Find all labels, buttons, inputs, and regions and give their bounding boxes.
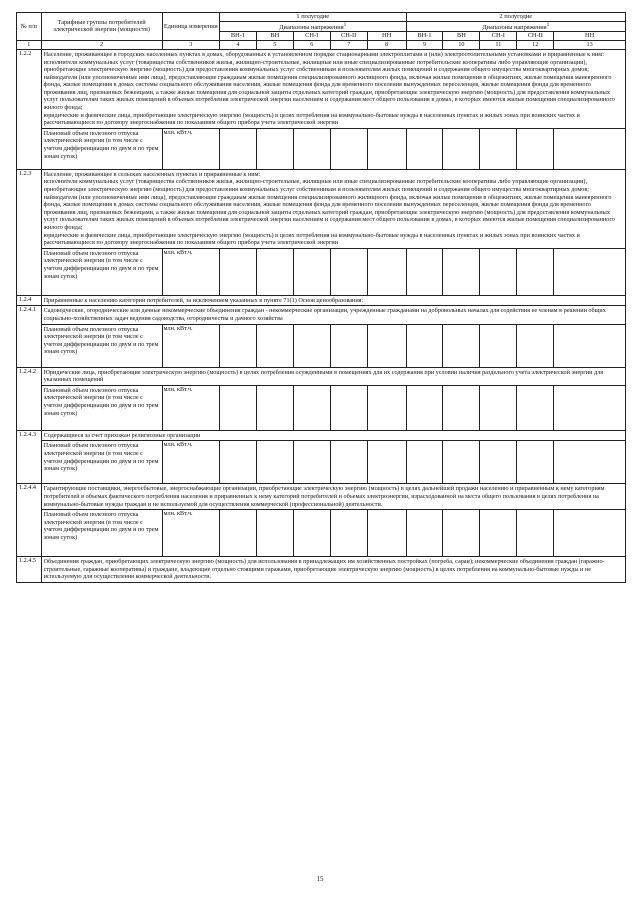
planned-volume-label: Плановый объем полезного отпуска электрической энергии (в том числе с учетом дифференциации по двум и по трем зонам суток) xyxy=(41,385,162,430)
planned-volume-row xyxy=(17,128,626,169)
value-cell[interactable] xyxy=(406,441,443,484)
col-number-header: № п/п xyxy=(17,13,42,41)
value-cell[interactable] xyxy=(293,324,330,367)
value-cell[interactable] xyxy=(480,385,517,430)
value-cell[interactable] xyxy=(219,441,256,484)
section-row xyxy=(17,367,626,385)
section-description xyxy=(41,430,625,441)
section-number: 1.2.4.2 xyxy=(17,367,42,430)
section-row xyxy=(17,306,626,324)
unit-cell: млн. кВт.ч. xyxy=(162,128,219,169)
column-number: 13 xyxy=(554,40,626,49)
column-number: 9 xyxy=(406,40,443,49)
value-cell[interactable] xyxy=(330,128,367,169)
value-cell[interactable] xyxy=(256,128,293,169)
value-cell[interactable] xyxy=(406,510,443,557)
level-header: СН-I xyxy=(293,32,330,41)
level-header: ВН-1 xyxy=(219,32,256,41)
page-number: 15 xyxy=(316,875,324,883)
value-cell[interactable] xyxy=(367,324,406,367)
value-cell[interactable] xyxy=(554,128,626,169)
section-row xyxy=(17,169,626,248)
value-cell[interactable] xyxy=(517,385,554,430)
column-numbers-row xyxy=(17,40,626,49)
unit-cell: млн. кВт.ч. xyxy=(162,385,219,430)
value-cell[interactable] xyxy=(480,324,517,367)
value-cell[interactable] xyxy=(443,385,480,430)
column-number: 4 xyxy=(219,40,256,49)
value-cell[interactable] xyxy=(443,510,480,557)
description-paragraph: исполнители коммунальных услуг (товарищества собственников жилья, жилищно-строительные, жилищные или иные специализированные потребительские кооперативы либо управляющие организации), приобретающие электрическую энергию (мощность) для предоставления коммунальных услуг собственникам и пользователям жилых помещений и содержания общего имущества многоквартирных домов; наймодатели (или уполномоченные ими лица), предоставляющие гражданам жилые помещения специализированного жилищного фонда, включая жилые помещения в общежитиях, жилые помещения маневренного фонда, жилые помещения в домах системы социального обслуживания населения, жилые помещения фонда для временного поселения вынужденных переселенцев, жилые помещения фонда для временного проживания лиц, признанных беженцами, а также жилые помещения для социальной защиты отдельных категорий граждан, приобретающие электрическую энергию (мощность) для предоставления коммунальных услуг пользователям таких жилых помещений в объемах потребления электрической энергии населением и содержания мест общего пользования в домах, в которых имеются жилые помещения специализированного жилого фонда; xyxy=(43,178,615,231)
value-cell[interactable] xyxy=(330,510,367,557)
value-cell[interactable] xyxy=(293,128,330,169)
section-number: 1.2.4.4 xyxy=(17,484,42,557)
value-cell[interactable] xyxy=(480,441,517,484)
section-description xyxy=(41,295,625,306)
section-description xyxy=(41,306,625,324)
value-cell[interactable] xyxy=(554,385,626,430)
section-description xyxy=(41,367,625,385)
planned-volume-row xyxy=(17,441,626,484)
value-cell[interactable] xyxy=(330,441,367,484)
value-cell[interactable] xyxy=(406,248,443,295)
value-cell[interactable] xyxy=(443,248,480,295)
section-number: 1.2.4.3 xyxy=(17,430,42,484)
section-row xyxy=(17,430,626,441)
value-cell[interactable] xyxy=(517,128,554,169)
description-paragraph: исполнители коммунальных услуг (товарищества собственников жилья, жилищно-строительные, жилищные или иные специализированные потребительские кооперативы либо управляющие организации), приобретающие электрическую энергию (мощность) для предоставления коммунальных услуг собственникам и пользователям жилых помещений и содержания общего имущества многоквартирных домов; наймодатели (или уполномоченные ими лица), предоставляющие гражданам жилые помещения специализированного жилищного фонда, включая жилые помещения в общежитиях, жилые помещения маневренного фонда, жилые помещения в домах системы социального обслуживания населения, жилые помещения фонда для временного поселения вынужденных переселенцев, жилые помещения фонда для временного проживания лиц, признанных беженцами, а также жилые помещения для социальной защиты отдельных категорий граждан, приобретающие электрическую энергию (мощность) для предоставления коммунальных услуг пользователям таких жилых помещений в объемах потребления электрической энергии населением и содержания мест общего пользования в домах, в которых имеются жилые помещения специализированного жилого фонда; xyxy=(43,58,615,112)
col-unit-header: Единица измерения xyxy=(162,13,219,41)
planned-volume-row xyxy=(17,248,626,295)
section-row xyxy=(17,295,626,306)
level-header: ВН xyxy=(443,32,480,41)
value-cell[interactable] xyxy=(293,441,330,484)
column-number: 2 xyxy=(41,40,162,49)
half-year-1-header: 1 полугодие xyxy=(219,13,406,22)
description-paragraph: Население, проживающее в сельских населенных пунктах и приравненные к ним: xyxy=(43,170,261,178)
column-number: 1 xyxy=(17,40,42,49)
column-number: 11 xyxy=(480,40,517,49)
value-cell[interactable] xyxy=(219,128,256,169)
level-header: НН xyxy=(367,32,406,41)
section-row xyxy=(17,49,626,128)
value-cell[interactable] xyxy=(330,248,367,295)
col-groups-header: Тарифные группы потребителей электрической энергии (мощности) xyxy=(41,13,162,41)
description-paragraph: юридические и физические лица, приобретающие электрическую энергию (мощность) в целях потребления на коммунально-бытовые нужды в населенных пунктах и жилых зонах при воинских частях и рассчитывающиеся по договору энергоснабжения по показаниям общего прибора учета электрической энергии xyxy=(43,111,580,127)
planned-volume-label: Плановый объем полезного отпуска электрической энергии (в том числе с учетом дифференциации по двум и по трем зонам суток) xyxy=(41,128,162,169)
section-description xyxy=(41,49,625,128)
column-number: 7 xyxy=(330,40,367,49)
unit-cell: млн. кВт.ч. xyxy=(162,324,219,367)
value-cell[interactable] xyxy=(443,441,480,484)
section-number: 1.2.3 xyxy=(17,169,42,295)
section-description xyxy=(41,169,625,248)
section-row xyxy=(17,484,626,510)
value-cell[interactable] xyxy=(480,510,517,557)
description-paragraph: Содержащиеся за счет прихожан религиозные организации xyxy=(43,431,201,439)
unit-cell: млн. кВт.ч. xyxy=(162,441,219,484)
description-paragraph: Гарантирующие поставщики, энергосбытовые, энергоснабжающие организации, приобретающие электрическую энергию (мощность) в целях дальнейшей продажи населению и приравненным к нему категориям потребителей в объемах фактического потребления населения и приравненных к нему категорий потребителей и объемах электроэнергии, израсходованной на места общего пользования в целях потребления на коммунально-бытовые нужды граждан и не используемой для осуществления коммерческой (профессиональной) деятельности. xyxy=(43,485,605,508)
value-cell[interactable] xyxy=(517,441,554,484)
value-cell[interactable] xyxy=(293,510,330,557)
unit-cell: млн. кВт.ч. xyxy=(162,510,219,557)
column-number: 10 xyxy=(443,40,480,49)
value-cell[interactable] xyxy=(256,324,293,367)
value-cell[interactable] xyxy=(406,385,443,430)
value-cell[interactable] xyxy=(219,510,256,557)
level-header: СН-II xyxy=(330,32,367,41)
value-cell[interactable] xyxy=(367,128,406,169)
column-number: 6 xyxy=(293,40,330,49)
value-cell[interactable] xyxy=(517,510,554,557)
value-cell[interactable] xyxy=(480,128,517,169)
description-paragraph: Объединения граждан, приобретающих электрическую энергию (мощность) для использования в принадлежащих им хозяйственных постройках (погреба, сараи); некоммерческие объединения граждан (гаражно-строительные, гаражные кооперативы) и граждане, владеющие отдельно стоящими гаражами, приобретающие электрическую энергию (мощность) в целях потребления на коммунально-бытовые нужды и не используемую для осуществления коммерческой деятельности. xyxy=(43,558,605,581)
value-cell[interactable] xyxy=(367,248,406,295)
value-cell[interactable] xyxy=(330,385,367,430)
value-cell[interactable] xyxy=(443,324,480,367)
level-header: ВН xyxy=(256,32,293,41)
value-cell[interactable] xyxy=(554,248,626,295)
value-cell[interactable] xyxy=(256,510,293,557)
value-cell[interactable] xyxy=(293,248,330,295)
column-number: 3 xyxy=(162,40,219,49)
value-cell[interactable] xyxy=(554,324,626,367)
value-cell[interactable] xyxy=(443,128,480,169)
value-cell[interactable] xyxy=(554,510,626,557)
level-header: СН-I xyxy=(480,32,517,41)
ranges-header-2: Диапазоны напряжения$^1$ xyxy=(406,21,625,32)
value-cell[interactable] xyxy=(219,385,256,430)
value-cell[interactable] xyxy=(367,385,406,430)
section-number: 1.2.4.1 xyxy=(17,306,42,367)
value-cell[interactable] xyxy=(480,248,517,295)
value-cell[interactable] xyxy=(367,510,406,557)
value-cell[interactable] xyxy=(517,324,554,367)
level-header: НН xyxy=(554,32,626,41)
value-cell[interactable] xyxy=(554,441,626,484)
planned-volume-row xyxy=(17,510,626,557)
value-cell[interactable] xyxy=(293,385,330,430)
value-cell[interactable] xyxy=(517,248,554,295)
section-number: 1.2.4 xyxy=(17,295,42,306)
half-year-2-header: 2 полугодие xyxy=(406,13,625,22)
value-cell[interactable] xyxy=(406,324,443,367)
value-cell[interactable] xyxy=(330,324,367,367)
planned-volume-label: Плановый объем полезного отпуска электрической энергии (в том числе с учетом дифференциации по двум и по трем зонам суток) xyxy=(41,510,162,557)
description-paragraph: Приравненные к населению категории потребителей, за исключением указанных в пункте 71(1) Основ ценообразования: xyxy=(43,296,364,304)
value-cell[interactable] xyxy=(406,128,443,169)
value-cell[interactable] xyxy=(219,248,256,295)
column-number: 8 xyxy=(367,40,406,49)
description-paragraph: Население, проживающее в городских населенных пунктах в домах, оборудованных в установленном порядке стационарными электроплитами и (или) электроотопительными установками и приравненные к ним: xyxy=(43,50,604,58)
planned-volume-row xyxy=(17,385,626,430)
column-number: 5 xyxy=(256,40,293,49)
level-header: ВН-1 xyxy=(406,32,443,41)
value-cell[interactable] xyxy=(256,248,293,295)
planned-volume-label: Плановый объем полезного отпуска электрической энергии (в том числе с учетом дифференциации по двум и по трем зонам суток) xyxy=(41,248,162,295)
section-number: 1.2.2 xyxy=(17,49,42,169)
planned-volume-row xyxy=(17,324,626,367)
section-description xyxy=(41,557,625,583)
description-paragraph: юридические и физические лица, приобретающие электрическую энергию (мощность) в целях потребления на коммунально-бытовые нужды в населенных пунктах и жилых зонах при воинских частях и рассчитывающиеся по договору энергоснабжения по показаниям общего прибора учета электрической энергии xyxy=(43,231,580,247)
section-description xyxy=(41,484,625,510)
section-number: 1.2.4.5 xyxy=(17,557,42,583)
value-cell[interactable] xyxy=(256,441,293,484)
planned-volume-label: Плановый объем полезного отпуска электрической энергии (в том числе с учетом дифференциации по двум и по трем зонам суток) xyxy=(41,324,162,367)
header-row-1 xyxy=(17,13,626,22)
column-number: 12 xyxy=(517,40,554,49)
tariff-table xyxy=(16,12,626,583)
unit-cell: млн. кВт.ч. xyxy=(162,248,219,295)
value-cell[interactable] xyxy=(219,324,256,367)
description-paragraph: Садоводческие, огороднические или дачные некоммерческие объединения граждан - некоммерческие организации, учрежденные гражданами на добровольных началах для содействия ее членам в решении общих социально-хозяйственных задач ведения садоводства, огородничества и дачного хозяйства xyxy=(43,307,606,322)
planned-volume-label: Плановый объем полезного отпуска электрической энергии (в том числе с учетом дифференциации по двум и по трем зонам суток) xyxy=(41,441,162,484)
level-header: СН-II xyxy=(517,32,554,41)
document-page xyxy=(16,12,626,583)
value-cell[interactable] xyxy=(256,385,293,430)
description-paragraph: Юридические лица, приобретающие электрическую энергию (мощность) в целях потребления осужденными в помещениях для их содержания при условии наличия раздельного учета электрической энергии для указанных помещений xyxy=(43,368,604,384)
ranges-header-1: Диапазоны напряжения$^1$ xyxy=(219,21,406,32)
section-row xyxy=(17,557,626,583)
value-cell[interactable] xyxy=(367,441,406,484)
